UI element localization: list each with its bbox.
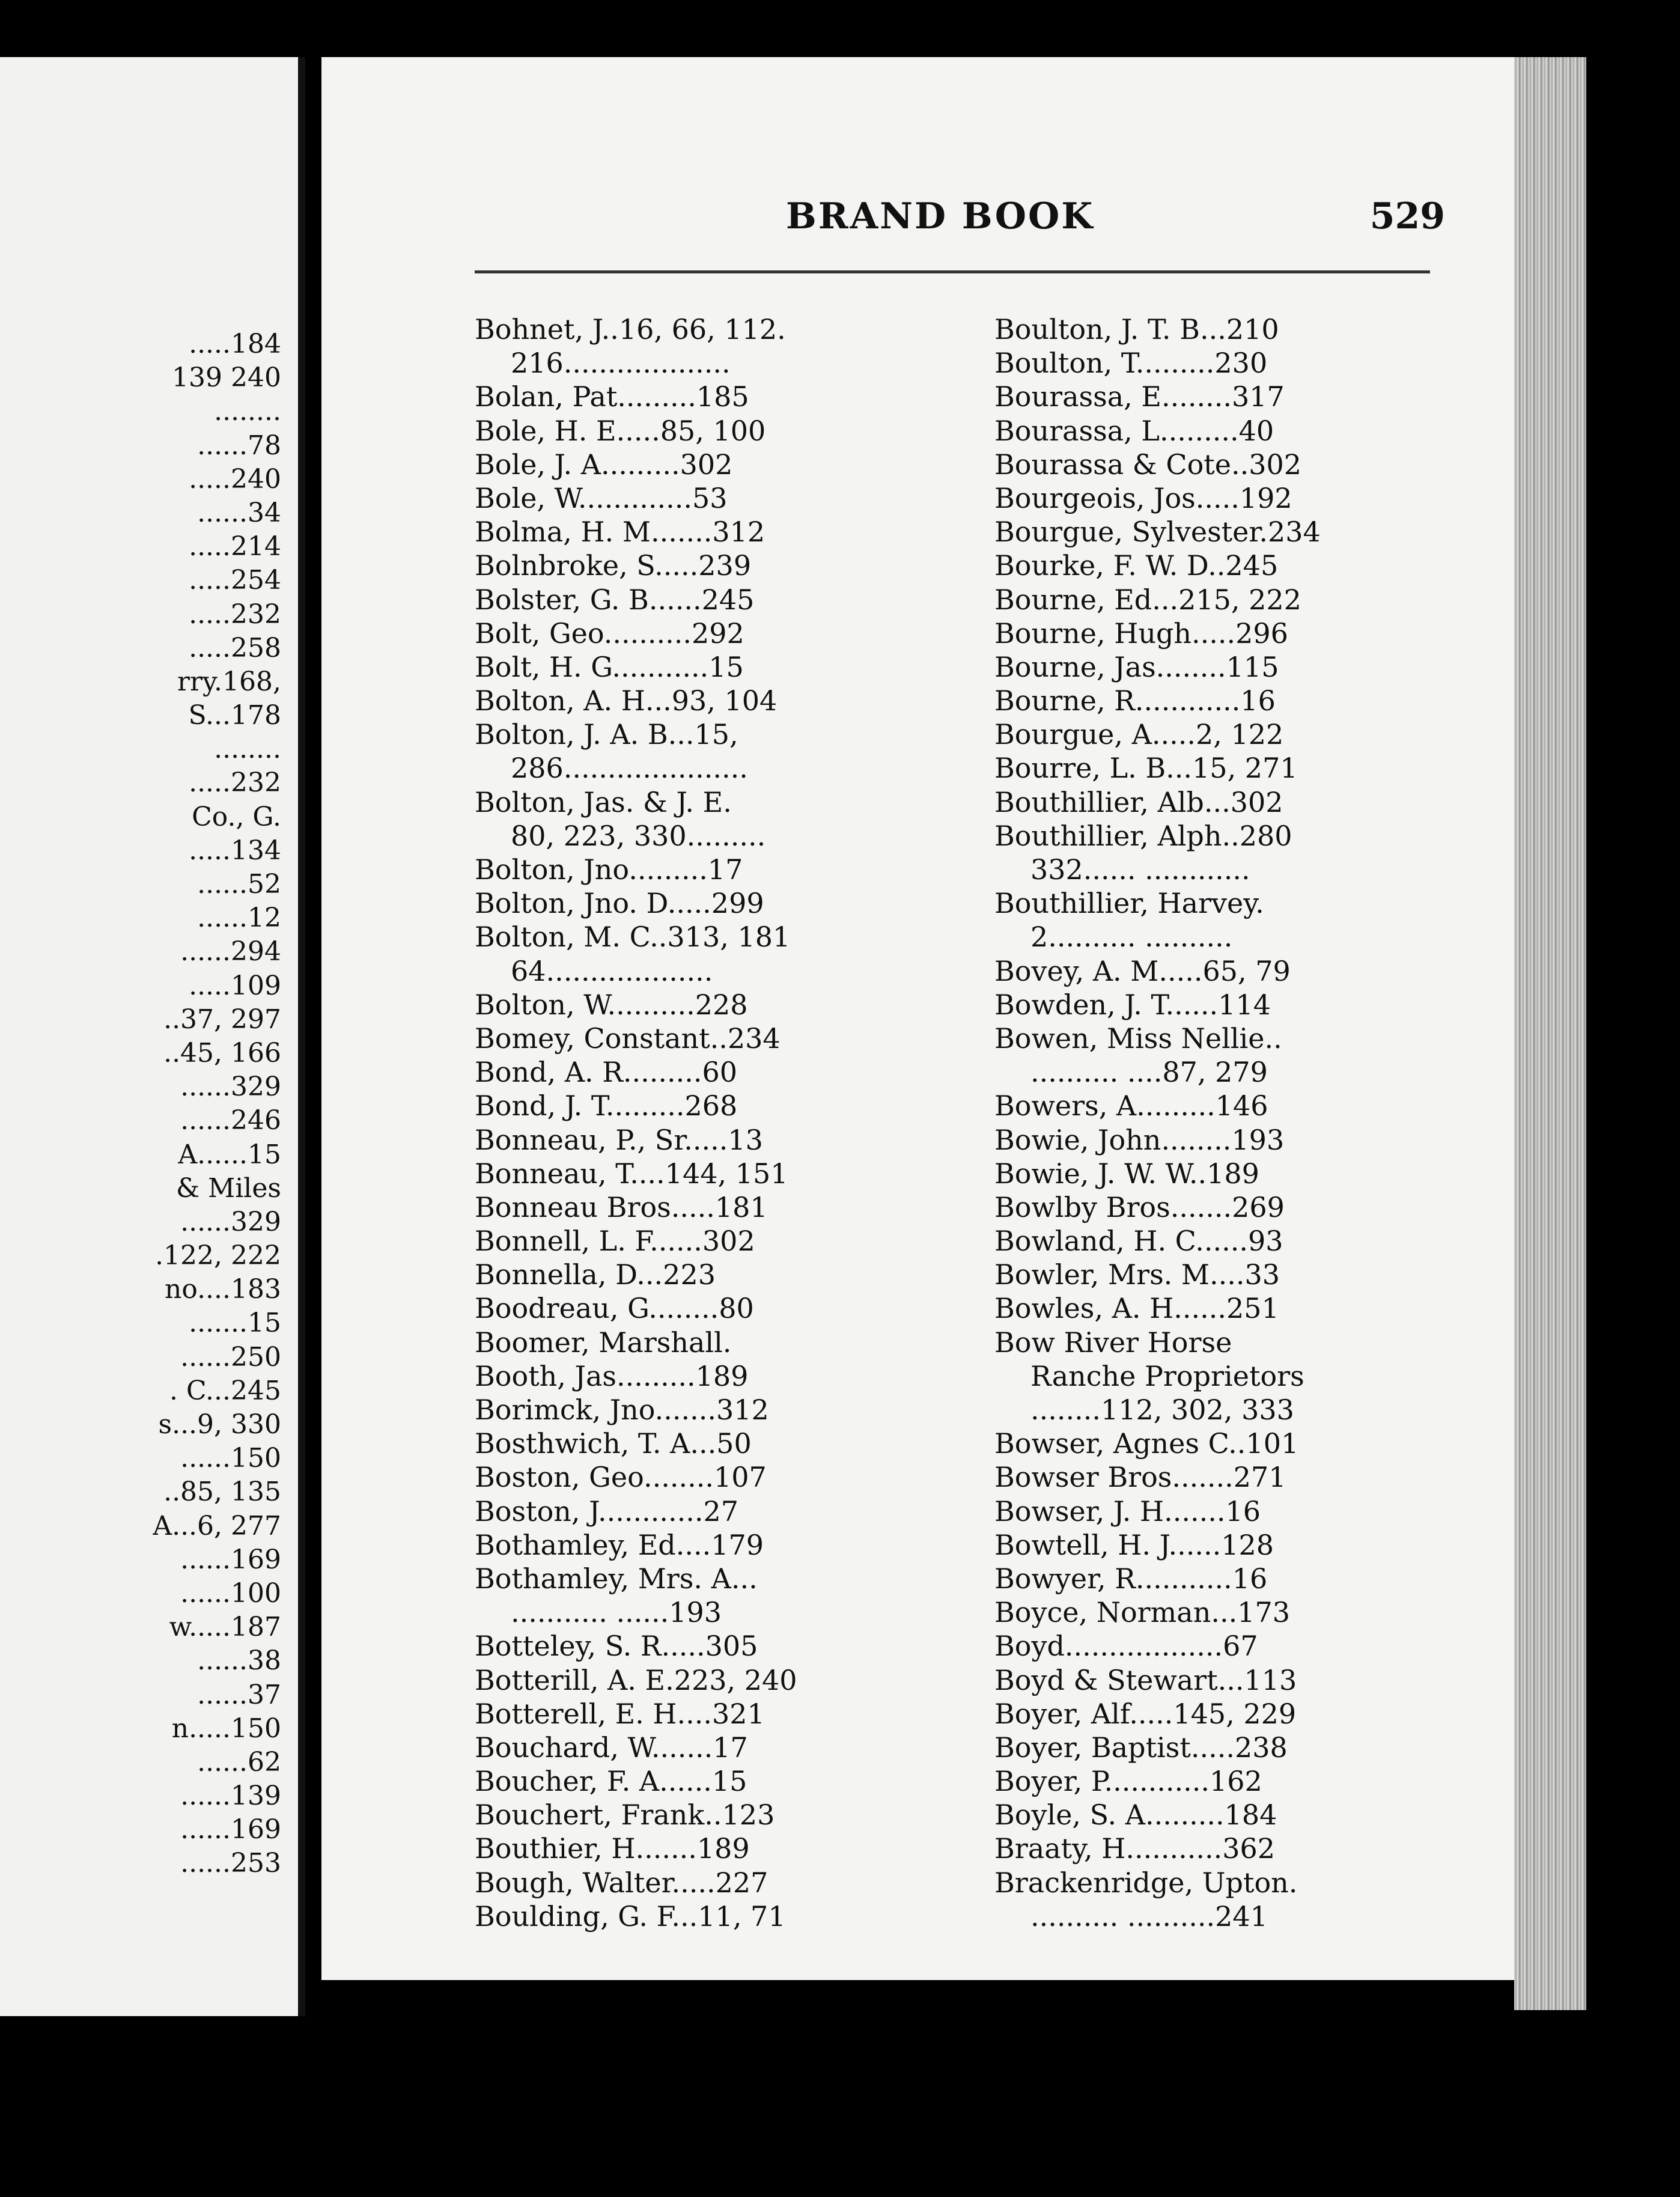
left-fragment-line: A...6, 277 [153,1510,281,1541]
index-entry: Bowen, Miss Nellie.. [994,1022,1282,1055]
index-entry: Boston, Geo........107 [475,1461,767,1494]
index-entry: Bouthillier, Harvey. [994,887,1264,920]
index-entry: Bouthier, H.......189 [475,1832,750,1865]
left-fragment-line: ......62 [197,1746,281,1778]
index-entry: Bourre, L. B...15, 271 [994,752,1298,785]
index-entry: 2.......... .......... [1030,921,1233,954]
index-entry: Boyer, Alf.....145, 229 [994,1697,1297,1730]
index-entry: Bolan, Pat.........185 [475,380,749,413]
index-entry: Bourassa, L.........40 [994,414,1274,447]
index-entry: Bonneau, T....144, 151 [475,1157,788,1190]
index-entry: 64................... [511,954,713,987]
left-fragment-line: ......250 [180,1341,281,1373]
index-entry: Bourgue, Sylvester.234 [994,516,1321,549]
index-entry: Bothamley, Mrs. A... [475,1562,758,1595]
left-fragment-line: ..37, 297 [163,1004,281,1035]
index-entry: Boyle, S. A.........184 [994,1799,1277,1832]
index-entry: Bouthillier, Alb...302 [994,785,1283,818]
index-entry: Bole, W.............53 [475,481,728,514]
left-fragment-line: ......329 [180,1206,281,1237]
index-entry: Bonneau, P., Sr.....13 [475,1123,763,1156]
left-fragment-line: ......169 [180,1544,281,1575]
index-entry: Bough, Walter.....227 [475,1866,768,1899]
page-header [321,192,1445,240]
left-fragment-line: ......150 [180,1443,281,1474]
index-entry: Botterell, E. H....321 [475,1697,765,1730]
index-entry: .......... ..........241 [1030,1900,1268,1933]
index-entry: ........112, 302, 333 [1030,1394,1294,1426]
index-entry: Bowser Bros.......271 [994,1461,1286,1494]
left-fragment-line: A......15 [178,1139,281,1170]
left-fragment-line: ......246 [180,1105,281,1136]
index-entry: Bolton, M. C..313, 181 [475,921,791,954]
index-entry: Bourassa, E........317 [994,380,1285,413]
index-entry: 332...... ............ [1030,853,1250,886]
running-title: BRAND BOOK [786,195,1095,237]
index-entry: Ranche Proprietors [1030,1359,1304,1392]
left-fragment-line: w.....187 [169,1612,281,1643]
index-entry: Boulton, T.........230 [994,347,1268,380]
left-fragment-line: rry.168, [177,666,281,697]
book-gutter [298,57,305,2016]
index-entry: Braaty, H...........362 [994,1832,1276,1865]
left-fragment-line: Co., G. [192,801,281,832]
index-entry: Bond, J. T.........268 [475,1089,738,1123]
index-entry: Bohnet, J..16, 66, 112. [475,313,786,346]
index-entry: Booth, Jas.........189 [475,1359,749,1392]
index-entry: Bourassa & Cote..302 [994,448,1302,481]
left-fragment-line: . C...245 [169,1375,281,1406]
index-entry: Bowden, J. T......114 [994,988,1271,1021]
index-entry: Bomey, Constant..234 [475,1022,781,1055]
index-entry: Botterill, A. E.223, 240 [475,1663,797,1696]
right-page [321,57,1538,1980]
index-entry: Bolma, H. M.......312 [475,516,765,549]
left-fragment-line: .......15 [189,1308,281,1339]
left-fragment-line: .....214 [189,531,281,562]
index-entry: Boulton, J. T. B...210 [994,313,1279,346]
index-entry: .......... ....87, 279 [1030,1056,1268,1089]
index-entry: Boulding, G. F...11, 71 [475,1900,786,1933]
left-fragment-line: .....134 [189,835,281,866]
index-entry: Boyer, Baptist.....238 [994,1731,1288,1764]
index-entry: Bourne, Jas........115 [994,650,1279,683]
left-fragment-line: .....232 [189,599,281,630]
index-entry: Bowers, A.........146 [994,1089,1268,1123]
left-fragment-line: ......12 [197,903,281,934]
index-entry: Bouchert, Frank..123 [475,1799,775,1832]
index-entry: Bolton, Jno.........17 [475,853,743,886]
index-entry: Bole, H. E.....85, 100 [475,414,766,447]
left-fragment-line: n.....150 [171,1713,281,1744]
page-number: 529 [1369,195,1445,237]
index-entry: 216................... [511,347,731,380]
index-entry: Boucher, F. A......15 [475,1765,747,1798]
index-entry: Bonneau Bros.....181 [475,1190,768,1223]
index-entry: Bowser, J. H.......16 [994,1495,1261,1528]
left-fragment-line: ......329 [180,1071,281,1103]
index-entry: Bolton, Jno. D.....299 [475,887,764,920]
left-fragment-line: ......139 [180,1781,281,1812]
index-entry: Bole, J. A.........302 [475,448,733,481]
index-entry: Bourne, Hugh.....296 [994,617,1288,650]
index-entry: Bourne, R............16 [994,684,1276,718]
index-entry: Bowie, J. W. W..189 [994,1157,1259,1190]
index-entry: Botteley, S. R.....305 [475,1630,758,1663]
index-entry: Bourke, F. W. D..245 [994,549,1279,582]
left-fragment-line: ........ [214,734,281,765]
index-entry: Bovey, A. M.....65, 79 [994,954,1291,987]
index-entry: Brackenridge, Upton. [994,1866,1298,1899]
left-fragment-line: ......78 [197,430,281,461]
left-fragment-line: 139 240 [172,362,281,394]
index-entry: ........... ......193 [511,1596,722,1629]
left-fragment-line: .....232 [189,767,281,799]
left-fragment-line: .....258 [189,632,281,663]
index-entry: Bothamley, Ed....179 [475,1528,764,1561]
page-edges [1514,57,1586,2010]
left-fragment-line: S...178 [188,700,281,731]
index-entry: Bow River Horse [994,1326,1232,1359]
index-entry: Bowlby Bros.......269 [994,1190,1285,1223]
index-entry: Bosthwich, T. A...50 [475,1427,752,1460]
left-fragment-line: ......100 [180,1577,281,1609]
left-page-index-fragments [0,328,281,1881]
index-entry: Bolt, H. G...........15 [475,650,744,683]
index-entry: Borimck, Jno.......312 [475,1394,769,1426]
left-fragment-line: ......34 [197,497,281,528]
index-entry: Bourgue, A.....2, 122 [994,718,1284,751]
index-entry: Bolton, Jas. & J. E. [475,785,732,818]
index-entry: Boyd..................67 [994,1630,1258,1663]
left-fragment-line: ......169 [180,1814,281,1845]
index-entry: Boyce, Norman...173 [994,1596,1290,1629]
left-fragment-line: .....109 [189,970,281,1001]
index-column-right [994,312,1451,1933]
index-entry: Bowles, A. H......251 [994,1292,1279,1325]
index-entry: Boodreau, G........80 [475,1292,754,1325]
index-entry: Bowser, Agnes C..101 [994,1427,1299,1460]
left-fragment-line: ..85, 135 [163,1476,281,1508]
index-column-left [475,312,931,1933]
index-entry: Bonnella, D...223 [475,1258,716,1291]
index-entry: Bolster, G. B......245 [475,583,755,616]
index-entry: Boyd & Stewart...113 [994,1663,1297,1696]
index-entry: Bolnbroke, S.....239 [475,549,752,582]
index-entry: Bolton, A. H...93, 104 [475,684,778,718]
left-fragment-line: s...9, 330 [158,1409,281,1440]
index-entry: Bolton, W..........228 [475,988,748,1021]
left-fragment-line: no....183 [165,1274,281,1305]
index-entry: Bowler, Mrs. M....33 [994,1258,1280,1291]
index-entry: Boomer, Marshall. [475,1326,732,1359]
left-fragment-line: & Miles [176,1172,281,1204]
index-entry: Bowtell, H. J......128 [994,1528,1274,1561]
left-fragment-line: ......37 [197,1679,281,1710]
left-fragment-line: ..45, 166 [163,1037,281,1068]
left-fragment-line: .....254 [189,565,281,596]
left-fragment-line: ......253 [180,1848,281,1879]
index-entry: Bowie, John........193 [994,1123,1285,1156]
index-entry: Bouchard, W.......17 [475,1731,748,1764]
left-fragment-line: ........ [214,396,281,427]
left-fragment-line: ......52 [197,869,281,900]
left-fragment-line: .....184 [189,329,281,359]
index-entry: Bolt, Geo..........292 [475,617,744,650]
index-entry: 286..................... [511,752,748,785]
left-fragment-line: .....240 [189,463,281,495]
index-entry: Bonnell, L. F......302 [475,1225,755,1258]
index-entry: Bourne, Ed...215, 222 [994,583,1301,616]
header-rule [475,270,1430,273]
index-entry: Bolton, J. A. B...15, [475,718,738,751]
index-entry: Bourgeois, Jos.....192 [994,481,1292,514]
index-entry: Bouthillier, Alph..280 [994,819,1292,852]
left-page [0,57,305,2016]
left-fragment-line: ......294 [180,936,281,967]
index-entry: Boyer, P............162 [994,1765,1262,1798]
left-fragment-line: ......38 [197,1645,281,1677]
left-fragment-line: .122, 222 [155,1240,281,1272]
index-entry: 80, 223, 330......... [511,819,766,852]
index-entry: Bowland, H. C......93 [994,1225,1283,1258]
index-entry: Boston, J............27 [475,1495,739,1528]
index-entry: Bond, A. R.........60 [475,1056,738,1089]
index-entry: Bowyer, R...........16 [994,1562,1268,1595]
